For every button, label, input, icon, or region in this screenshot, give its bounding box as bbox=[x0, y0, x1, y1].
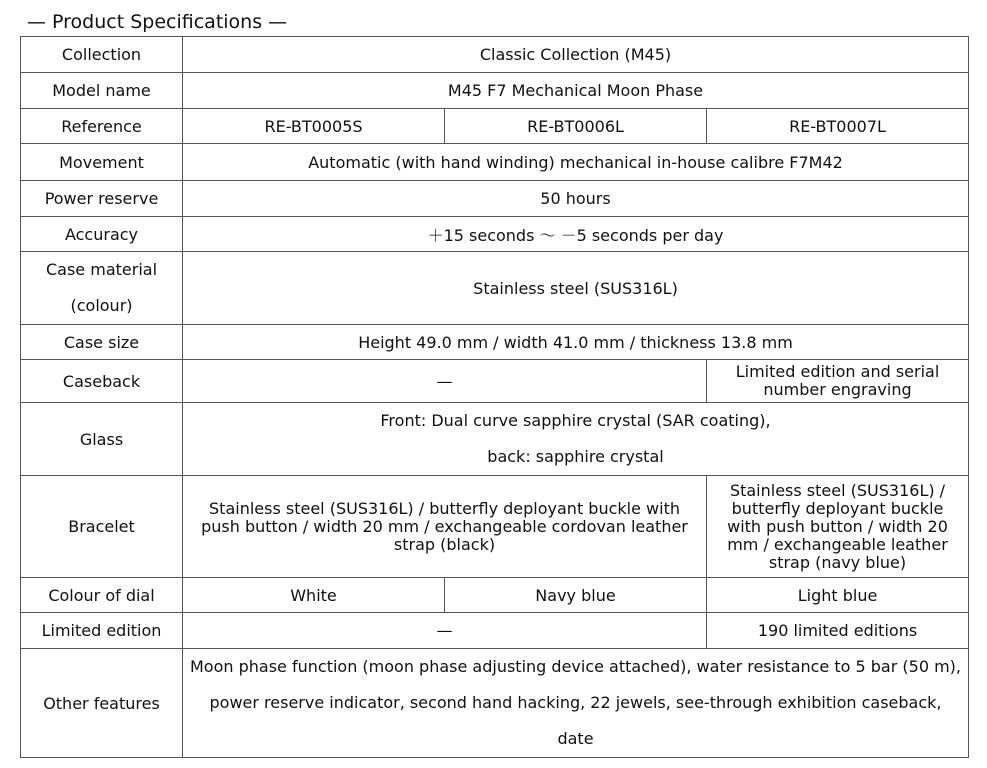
collection-label: Collection bbox=[21, 37, 183, 73]
row-limited-edition bbox=[21, 613, 969, 649]
row-caseback bbox=[21, 360, 969, 403]
colour-of-dial-value-3: Light blue bbox=[707, 578, 969, 613]
limited-edition-label: Limited edition bbox=[21, 613, 183, 649]
case-size-value: Height 49.0 mm / width 41.0 mm / thickness 13.8 mm bbox=[183, 325, 969, 360]
limited-edition-value-limited: 190 limited editions bbox=[707, 613, 969, 649]
reference-value-3: RE-BT0007L bbox=[707, 109, 969, 144]
caseback-value-limited: Limited edition and serial number engraving bbox=[707, 360, 969, 403]
row-colour-of-dial bbox=[21, 578, 969, 613]
row-case-material bbox=[21, 252, 969, 325]
colour-of-dial-value-1: White bbox=[183, 578, 445, 613]
case-material-label-line1: Case material bbox=[45, 260, 158, 279]
row-model-name bbox=[21, 73, 969, 109]
section-title: — Product Specifications — bbox=[27, 11, 288, 33]
glass-value bbox=[183, 403, 969, 476]
accuracy-value: ＋15 seconds ～ －5 seconds per day bbox=[183, 217, 969, 252]
other-features-label: Other features bbox=[21, 649, 183, 758]
row-reference bbox=[21, 109, 969, 144]
row-accuracy bbox=[21, 217, 969, 252]
caseback-value-standard: — bbox=[183, 360, 707, 403]
accuracy-label: Accuracy bbox=[21, 217, 183, 252]
row-movement bbox=[21, 144, 969, 181]
product-specifications-table bbox=[20, 36, 969, 758]
movement-value: Automatic (with hand winding) mechanical in-house calibre F7M42 bbox=[183, 144, 969, 181]
colour-of-dial-label: Colour of dial bbox=[21, 578, 183, 613]
row-collection bbox=[21, 37, 969, 73]
reference-value-2: RE-BT0006L bbox=[445, 109, 707, 144]
row-glass bbox=[21, 403, 969, 476]
limited-edition-value-standard: — bbox=[183, 613, 707, 649]
other-features-value: Moon phase function (moon phase adjusting device attached), water resistance to 5 bar (50 m), power reserve indicator, second hand hacking, 22 jewels, see-through exhibition caseback, date bbox=[183, 649, 969, 758]
bracelet-value-standard: Stainless steel (SUS316L) / butterfly deployant buckle with push button / width 20 mm / exchangeable cordovan leather strap (black) bbox=[183, 476, 707, 578]
row-case-size bbox=[21, 325, 969, 360]
bracelet-value-limited: Stainless steel (SUS316L) / butterfly deployant buckle with push button / width 20 mm / exchangeable leather strap (navy blue) bbox=[707, 476, 969, 578]
case-material-label-line2: (colour) bbox=[70, 296, 133, 315]
glass-label: Glass bbox=[21, 403, 183, 476]
movement-label: Movement bbox=[21, 144, 183, 181]
colour-of-dial-value-2: Navy blue bbox=[445, 578, 707, 613]
reference-label: Reference bbox=[21, 109, 183, 144]
case-size-label: Case size bbox=[21, 325, 183, 360]
power-reserve-value: 50 hours bbox=[183, 181, 969, 217]
glass-value-line2: back: sapphire crystal bbox=[487, 447, 664, 466]
model-name-label: Model name bbox=[21, 73, 183, 109]
bracelet-label: Bracelet bbox=[21, 476, 183, 578]
row-other-features bbox=[21, 649, 969, 758]
case-material-label bbox=[21, 252, 183, 325]
reference-value-1: RE-BT0005S bbox=[183, 109, 445, 144]
power-reserve-label: Power reserve bbox=[21, 181, 183, 217]
row-bracelet bbox=[21, 476, 969, 578]
case-material-value: Stainless steel (SUS316L) bbox=[183, 252, 969, 325]
glass-value-line1: Front: Dual curve sapphire crystal (SAR coating), bbox=[380, 411, 771, 430]
collection-value: Classic Collection (M45) bbox=[183, 37, 969, 73]
model-name-value: M45 F7 Mechanical Moon Phase bbox=[183, 73, 969, 109]
caseback-label: Caseback bbox=[21, 360, 183, 403]
row-power-reserve bbox=[21, 181, 969, 217]
